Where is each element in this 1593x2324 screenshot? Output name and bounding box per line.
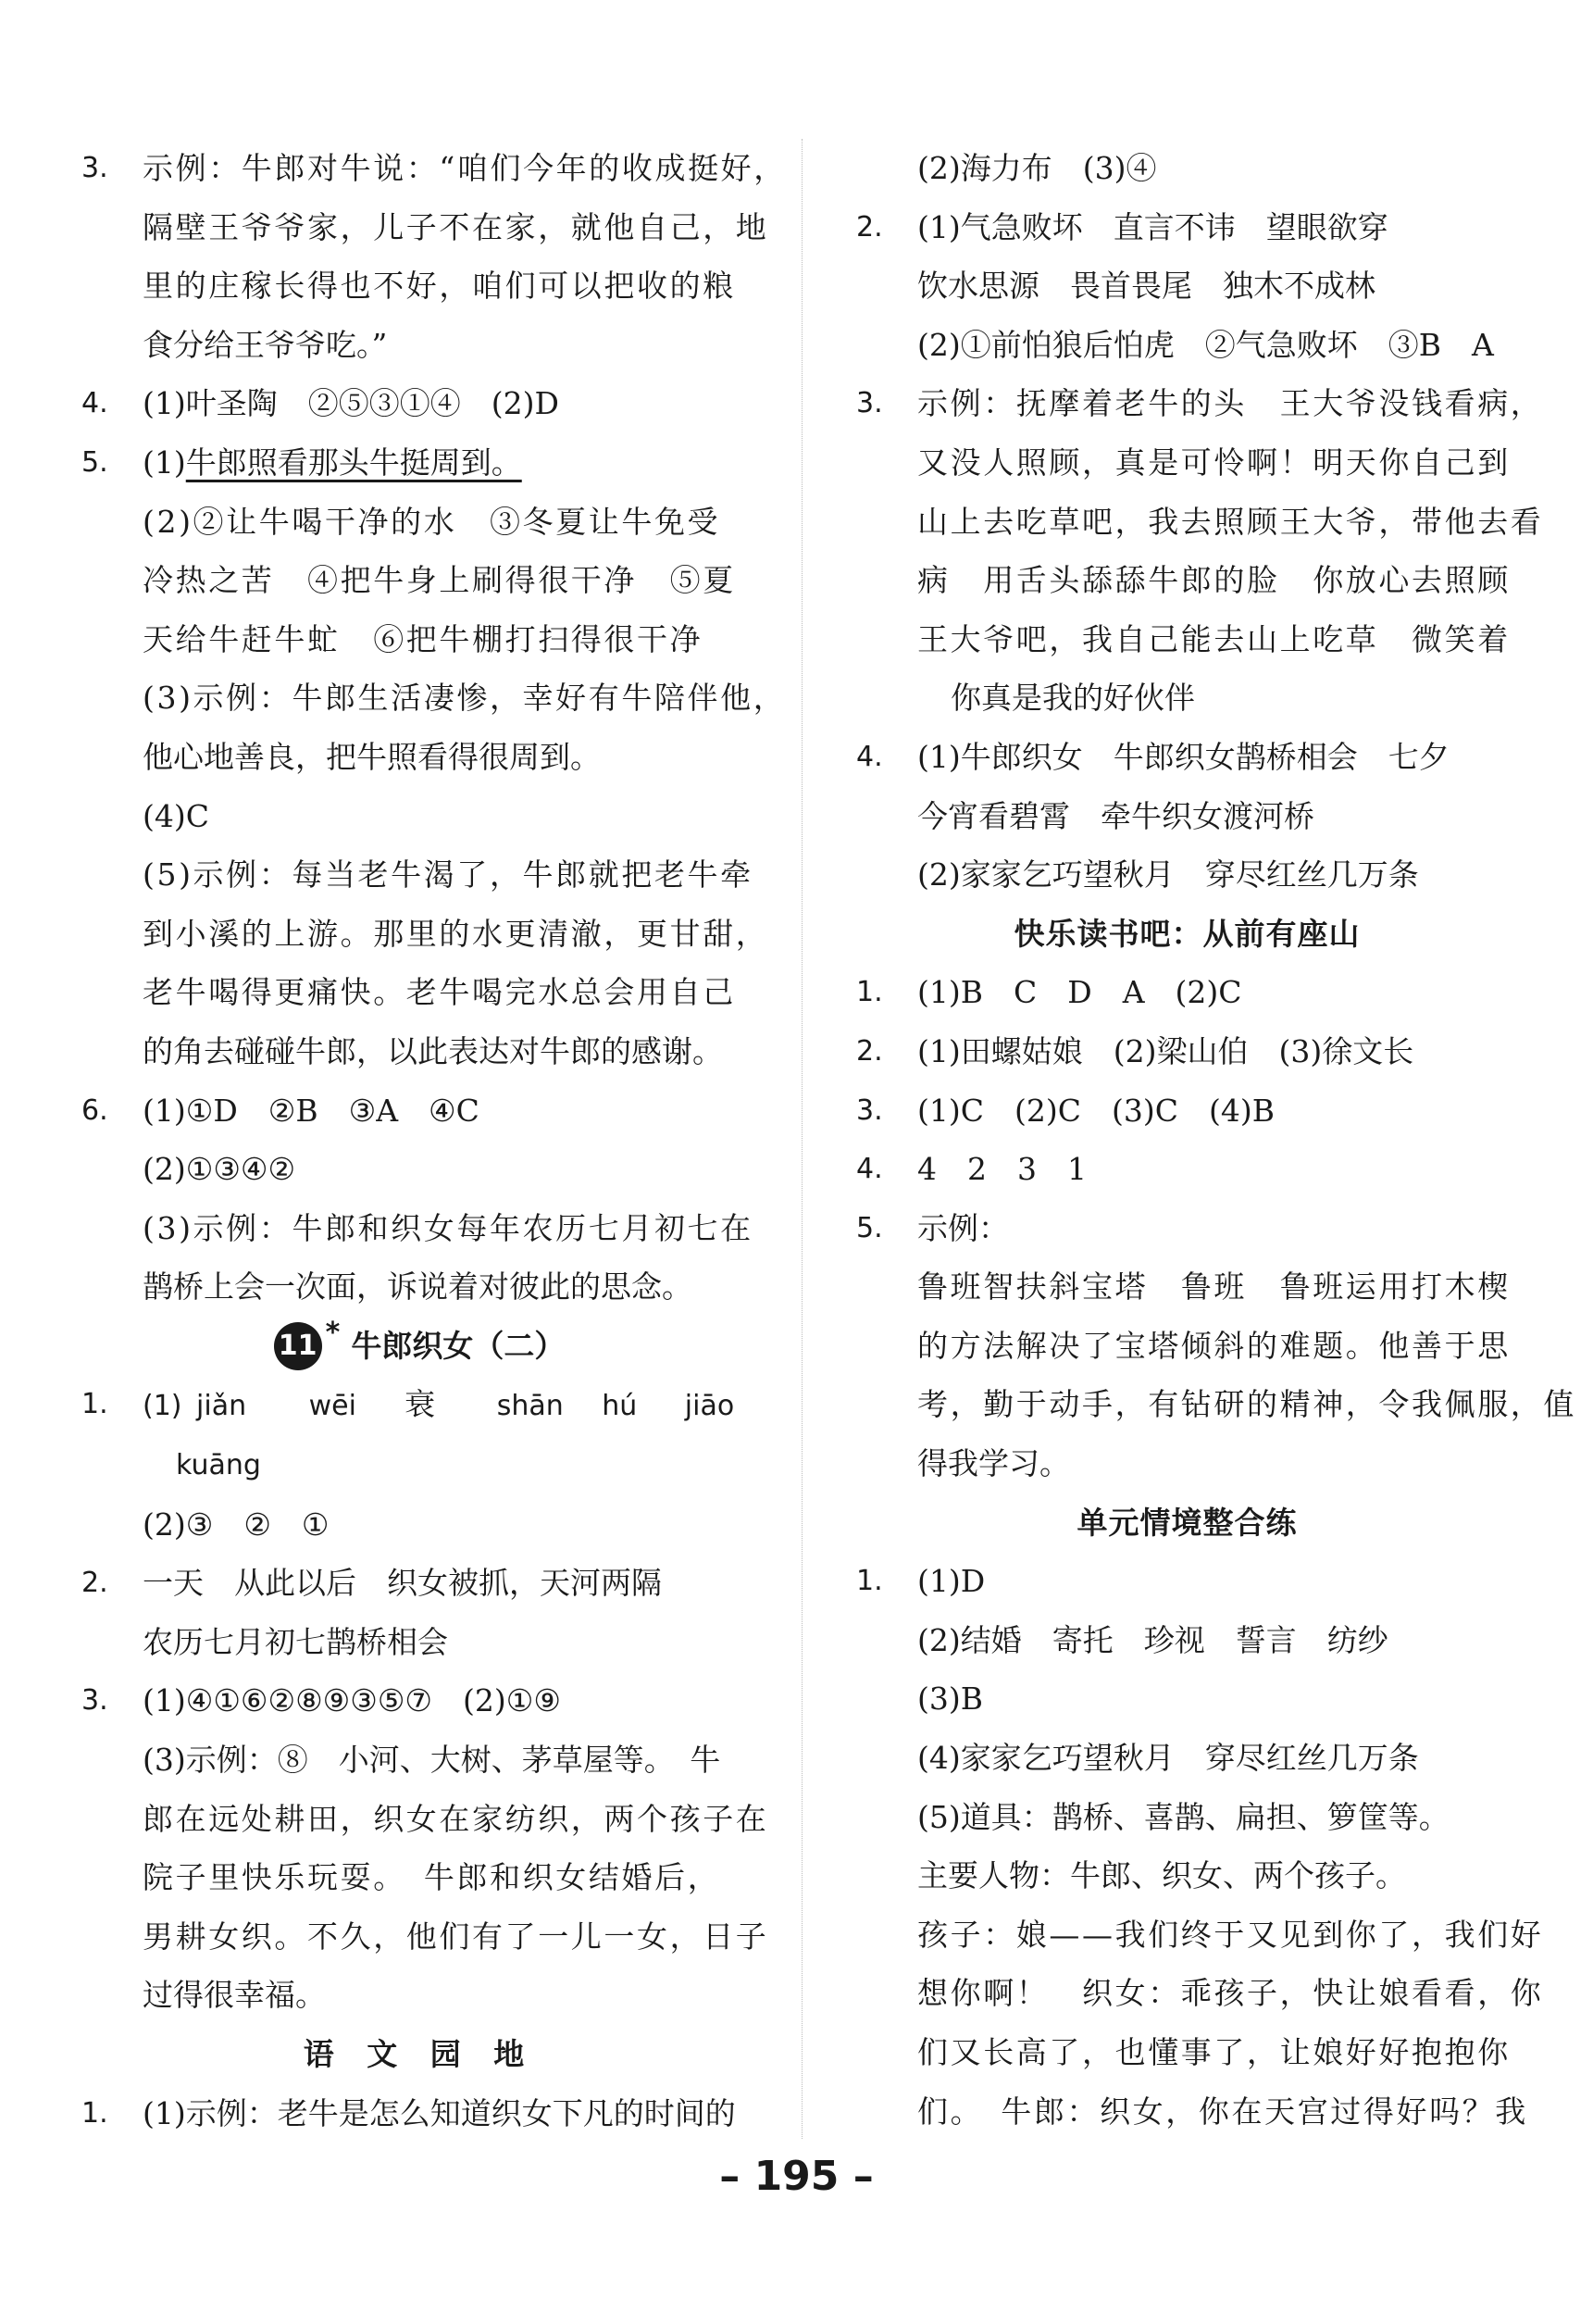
- answer-line: (1)气急败坏 直言不讳 望眼欲穿: [917, 208, 1388, 245]
- answer-line: (2)家家乞巧望秋月 穿尽红丝几万条: [917, 856, 1419, 893]
- lesson-heading: [81, 1317, 757, 1376]
- answer-prefix: (1): [143, 1390, 182, 1423]
- answer-line: (2)②让牛喝干净的水 ③冬夏让牛免受: [143, 503, 721, 540]
- answer-line: 4 2 3 1: [917, 1151, 1087, 1188]
- answer-line: (1)牛郎织女 牛郎织女鹊桥相会 七夕: [917, 738, 1450, 775]
- answer-line: 得我学习。: [917, 1445, 1070, 1482]
- right-column: [856, 139, 1576, 2141]
- answer-number: 4.: [856, 1153, 883, 1186]
- answer-line: (2)①③④②: [143, 1151, 296, 1188]
- pinyin-line: kuāng: [176, 1449, 261, 1482]
- answer-number: 3.: [856, 1093, 883, 1127]
- answer-line: 示例：: [917, 1209, 1009, 1246]
- answer-line: 你真是我的好伙伴: [951, 680, 1195, 717]
- answer-number: 3.: [81, 152, 108, 184]
- answer-line: (1)D: [917, 1563, 986, 1600]
- answer-line: (1)示例：老牛是怎么知道织女下凡的时间的: [143, 2094, 736, 2131]
- pinyin-item: 衰: [404, 1386, 436, 1423]
- pinyin-item: shān: [496, 1390, 564, 1423]
- answer-line: 鹊桥上会一次面，诉说着对彼此的思念。: [143, 1268, 692, 1306]
- answer-line: 里的庄稼长得也不好，咱们可以把收的粮: [143, 268, 736, 305]
- answer-number: 5.: [856, 1211, 883, 1244]
- pinyin-item: hú: [602, 1390, 638, 1423]
- section-title-unit: 单元情境整合练: [1077, 1504, 1298, 1541]
- answer-line: 一天 从此以后 织女被抓，天河两隔: [143, 1565, 662, 1602]
- answer-line: 王大爷吧，我自己能去山上吃草 微笑着: [917, 620, 1511, 657]
- answer-line: 又没人照顾，真是可怜啊！明天你自己到: [917, 444, 1511, 481]
- star-mark: *: [325, 1316, 341, 1349]
- answer-number: 2.: [856, 1034, 883, 1068]
- answer-r3: [856, 374, 1544, 728]
- lesson-number-badge: 11: [274, 1322, 322, 1370]
- answer-line: 院子里快乐玩耍。 牛郎和织女结婚后，: [143, 1859, 721, 1896]
- answer-line: 今宵看碧霄 牵牛织女渡河桥: [917, 797, 1314, 834]
- reading-answer-5: [856, 1199, 1576, 1493]
- answer-line: 主要人物：牛郎、织女、两个孩子。: [917, 1857, 1406, 1894]
- lesson-answer-1: [81, 1375, 757, 1554]
- answer-line: 郎在远处耕田，织女在家纺织，两个孩子在: [143, 1800, 769, 1837]
- answer-line: (1)④①⑥②⑧⑨③⑤⑦ (2)①⑨: [143, 1682, 561, 1719]
- answer-line: 示例：抚摩着老牛的头 王大爷没钱看病，: [917, 385, 1544, 422]
- answer-number: 3.: [856, 387, 883, 420]
- answer-number: 5.: [81, 445, 108, 479]
- answer-number: 1.: [81, 2096, 108, 2130]
- answer-number: 3.: [81, 1684, 108, 1718]
- pinyin-item: jiǎn: [196, 1390, 247, 1423]
- answer-number: 4.: [81, 387, 108, 420]
- answer-line: (2)③ ② ①: [143, 1506, 330, 1543]
- answer-line: 考，勤于动手，有钻研的精神，令我佩服，值: [917, 1386, 1576, 1423]
- answer-line: 的角去碰碰牛郎，以此表达对牛郎的感谢。: [143, 1032, 723, 1069]
- answer-line: (3)示例：牛郎和织女每年农历七月初七在: [143, 1209, 753, 1246]
- left-column: [81, 139, 787, 2143]
- section-title-garden: 语 文 园 地: [303, 2036, 536, 2072]
- answer-line: 食分给王爷爷吃。”: [143, 326, 388, 363]
- pinyin-item: jiāo: [684, 1390, 735, 1423]
- answer-line: 鲁班智扶斜宝塔 鲁班 鲁班运用打木楔: [917, 1268, 1511, 1306]
- answer-line: 过得很幸福。: [143, 1977, 326, 2014]
- answer-line: (1)田螺姑娘 (2)梁山伯 (3)徐文长: [917, 1032, 1414, 1069]
- answer-line: (2)结婚 寄托 珍视 誓言 纺纱: [917, 1621, 1388, 1658]
- answer-line: (3)示例：牛郎生活凄惨，幸好有牛陪伴他，: [143, 680, 787, 717]
- answer-3: [81, 139, 787, 374]
- answer-prefix: (1): [143, 444, 186, 481]
- answer-line: 想你啊！ 织女：乖孩子，快让娘看看，你: [917, 1975, 1544, 2012]
- answer-line: (5)示例：每当老牛渴了，牛郎就把老牛牵: [143, 856, 753, 893]
- answer-number: 6.: [81, 1093, 108, 1127]
- answer-number: 2.: [81, 1567, 108, 1600]
- answer-line: (1)①D ②B ③A ④C: [143, 1092, 479, 1129]
- answer-line: 隔壁王爷爷家，儿子不在家，就他自己，地: [143, 208, 769, 245]
- underlined-sentence: 牛郎照看那头牛挺周到。: [185, 444, 522, 481]
- page-number: – 195 –: [719, 2153, 874, 2200]
- answer-r2: [856, 198, 1518, 375]
- pinyin-item: wēi: [308, 1390, 356, 1423]
- answer-line: 的方法解决了宝塔倾斜的难题。他善于思: [917, 1327, 1511, 1364]
- answer-line: (4)C: [143, 797, 209, 834]
- answer-line: 山上去吃草吧，我去照顾王大爷，带他去看: [917, 503, 1544, 540]
- answer-line: 冷热之苦 ④把牛身上刷得很干净 ⑤夏: [143, 562, 736, 599]
- answer-number: 1.: [81, 1388, 108, 1421]
- unit-answer-1: [856, 1552, 1544, 2141]
- answer-line: 们。 牛郎：织女，你在天宫过得好吗？我: [917, 2093, 1528, 2130]
- reading-answer-4: [856, 1140, 1518, 1199]
- answer-line: (3)示例：⑧ 小河、大树、茅草屋等。 牛: [143, 1742, 721, 1779]
- answer-number: 4.: [856, 740, 883, 773]
- answer-number: 1.: [856, 976, 883, 1009]
- answer-line: 孩子：娘——我们终于又见到你了，我们好: [917, 1916, 1544, 1953]
- lesson-title: 牛郎织女（二）: [351, 1327, 566, 1364]
- answer-line: (2)海力布 (3)④: [917, 150, 1157, 186]
- answer-line: 天给牛赶牛虻 ⑥把牛棚打扫得很干净: [143, 620, 703, 657]
- answer-6: [81, 1081, 757, 1317]
- answer-line: (2)①前怕狼后怕虎 ②气急败坏 ③B A: [917, 326, 1494, 363]
- section-title-reading: 快乐读书吧：从前有座山: [1014, 915, 1361, 952]
- answer-line: 老牛喝得更痛快。老牛喝完水总会用自己: [143, 974, 736, 1011]
- answer-line: 们又长高了，也懂事了，让娘好好抱抱你: [917, 2034, 1511, 2070]
- reading-answer-1: [856, 963, 1518, 1022]
- answer-4: [81, 374, 757, 433]
- answer-line: 示例：牛郎对牛说：“咱们今年的收成挺好，: [143, 150, 787, 186]
- answer-line: (5)道具：鹊桥、喜鹊、扁担、箩筐等。: [917, 1798, 1450, 1835]
- lesson-answer-3: [81, 1671, 769, 2025]
- reading-answer-2: [856, 1022, 1518, 1081]
- answer-line: 到小溪的上游。那里的水更清澈，更甘甜，: [143, 915, 769, 952]
- column-divider: [802, 139, 803, 2139]
- answer-line: 男耕女织。不久，他们有了一儿一女，日子: [143, 1918, 769, 1955]
- reading-answer-3: [856, 1081, 1518, 1141]
- answer-r4: [856, 728, 1518, 905]
- answer-number: 2.: [856, 210, 883, 244]
- answer-line: (1)C (2)C (3)C (4)B: [917, 1092, 1275, 1129]
- answer-line: 他心地善良，把牛照看得很周到。: [143, 738, 601, 775]
- garden-answer-1: [81, 2084, 757, 2143]
- answer-line: 饮水思源 畏首畏尾 独木不成林: [917, 268, 1375, 305]
- answer-line: 农历七月初七鹊桥相会: [143, 1623, 448, 1660]
- answer-line: (1)叶圣陶 ②⑤③①④ (2)D: [143, 385, 559, 422]
- answer-line: (3)B: [917, 1681, 983, 1718]
- lesson-answer-2: [81, 1554, 757, 1671]
- answer-line: 病 用舌头舔舔牛郎的脸 你放心去照顾: [917, 562, 1511, 599]
- answer-line: (1)B C D A (2)C: [917, 974, 1242, 1011]
- answer-number: 1.: [856, 1565, 883, 1598]
- answer-5: [81, 433, 787, 1081]
- answer-line: (4)家家乞巧望秋月 穿尽红丝几万条: [917, 1740, 1419, 1777]
